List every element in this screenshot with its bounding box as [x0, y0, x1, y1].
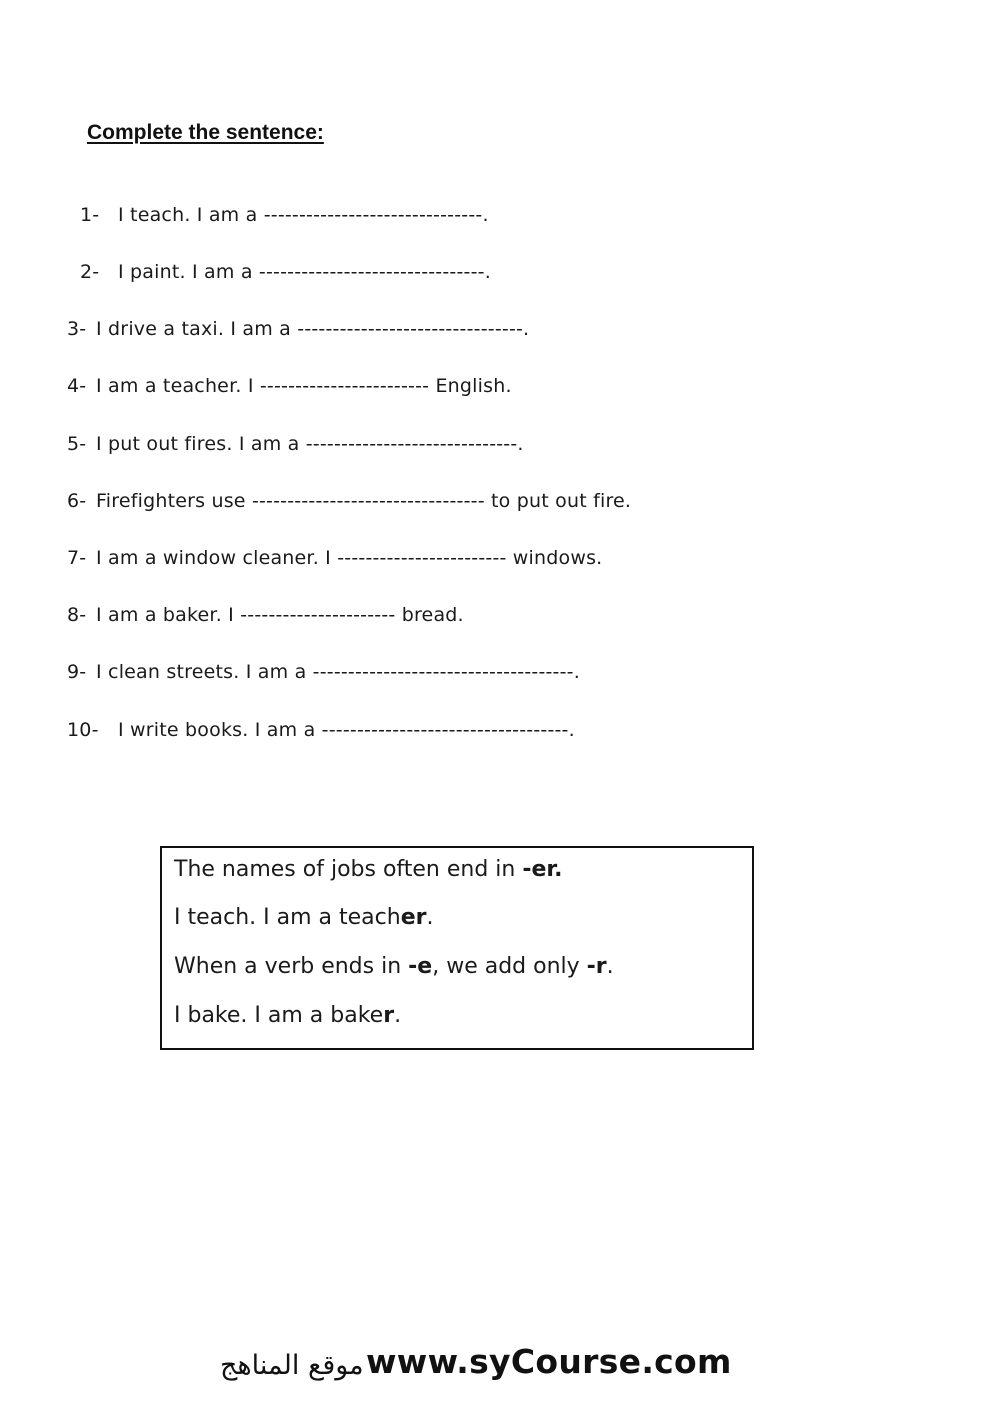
question-text: I am a baker. I ---------------------- bread.	[96, 604, 464, 626]
rule-line-1	[174, 857, 562, 882]
rule-box	[160, 846, 754, 1050]
question-text: I teach. I am a -------------------------------.	[118, 204, 489, 226]
worksheet-title: Complete the sentence:	[87, 121, 324, 144]
question-text: I write books. I am a -----------------------------------.	[118, 719, 575, 741]
question-1	[80, 204, 489, 226]
question-7	[67, 547, 602, 569]
question-text: I put out fires. I am a ------------------------------.	[96, 433, 524, 455]
question-number: 6-	[67, 490, 87, 512]
question-number: 5-	[67, 433, 87, 455]
rule-line-4	[174, 1003, 401, 1028]
site-footer	[220, 1340, 780, 1390]
question-text: I drive a taxi. I am a --------------------------------.	[96, 318, 530, 340]
question-text: Firefighters use --------------------------------- to put out fire.	[96, 490, 632, 512]
rule-text: .	[606, 954, 614, 979]
rule-emphasis: -e	[408, 954, 433, 979]
rule-text: When a verb ends in	[174, 954, 409, 979]
question-number: 7-	[67, 547, 87, 569]
question-number: 3-	[67, 318, 87, 340]
footer-site-link[interactable]: www.syCourse.com	[366, 1342, 732, 1381]
question-number: 4-	[67, 375, 87, 397]
question-5	[67, 433, 524, 455]
rule-text: .	[394, 1003, 402, 1028]
question-number: 1-	[80, 204, 100, 226]
question-text: I paint. I am a --------------------------------.	[118, 261, 491, 283]
rule-text: I bake. I am a bake	[174, 1003, 384, 1028]
footer-arabic-label: موقع المناهج	[220, 1350, 364, 1381]
question-3	[67, 318, 529, 340]
rule-line-3	[174, 954, 614, 979]
rule-emphasis: -r	[586, 954, 607, 979]
rule-text: , we add only	[432, 954, 587, 979]
question-4	[67, 375, 512, 397]
question-number: 8-	[67, 604, 87, 626]
rule-line-2	[174, 905, 433, 930]
question-6	[67, 490, 631, 512]
rule-text: I teach. I am a teach	[174, 905, 401, 930]
question-number: 9-	[67, 661, 87, 683]
question-number: 2-	[80, 261, 100, 283]
rule-emphasis: er	[400, 905, 427, 930]
question-text: I clean streets. I am a -------------------------------------.	[96, 661, 580, 683]
question-9	[67, 661, 580, 683]
rule-emphasis: r	[383, 1003, 395, 1028]
rule-text: .	[426, 905, 434, 930]
question-2	[80, 261, 491, 283]
question-number: 10-	[67, 719, 99, 741]
question-text: I am a window cleaner. I ------------------------ windows.	[96, 547, 603, 569]
question-10	[67, 719, 575, 741]
rule-emphasis: -er.	[522, 857, 563, 882]
question-text: I am a teacher. I ------------------------ English.	[96, 375, 512, 397]
rule-text: The names of jobs often end in	[174, 857, 523, 882]
question-8	[67, 604, 464, 626]
